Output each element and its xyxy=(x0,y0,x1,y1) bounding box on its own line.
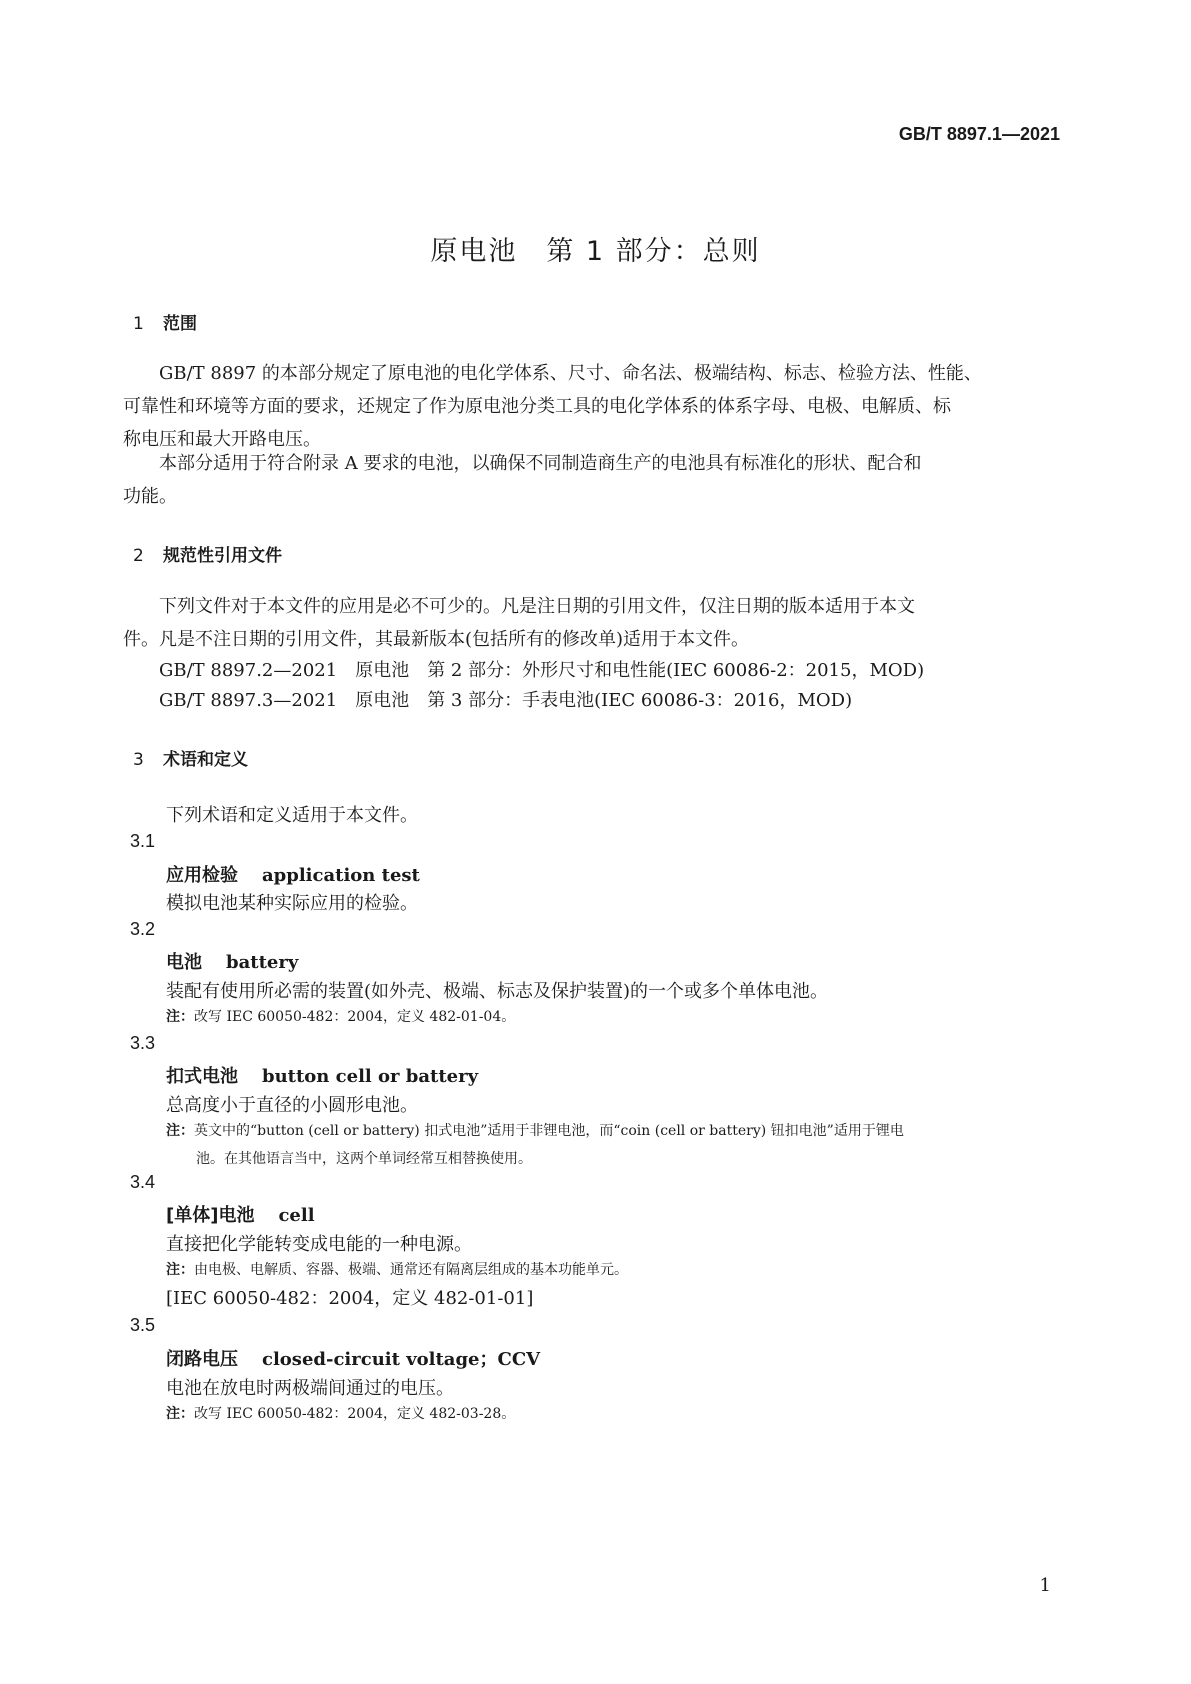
text-line: 功能。 xyxy=(123,486,177,507)
section-heading-scope xyxy=(133,309,197,334)
section-title: 规范性引用文件 xyxy=(163,546,282,566)
section-heading-normative xyxy=(133,541,282,566)
section-heading-terms xyxy=(133,745,248,770)
term-entry xyxy=(166,1345,540,1371)
note-label: 注： xyxy=(166,1123,194,1139)
term-number: 3.1 xyxy=(130,831,156,851)
term-number: 3.5 xyxy=(130,1315,156,1335)
normative-reference: GB/T 8897.3—2021 原电池 第 3 部分：手表电池(IEC 60086-3：2016，MOD) xyxy=(159,690,853,711)
term-en: button cell or battery xyxy=(262,1066,479,1087)
term-note xyxy=(166,1256,1066,1284)
term-en: battery xyxy=(226,952,299,973)
term-note xyxy=(166,1400,1066,1428)
text-line: 件。凡是不注日期的引用文件，其最新版本(包括所有的修改单)适用于本文件。 xyxy=(123,629,750,650)
note-label: 注： xyxy=(166,1406,194,1422)
text-line: 本部分适用于符合附录 A 要求的电池，以确保不同制造商生产的电池具有标准化的形状、配合和 xyxy=(159,453,922,474)
section-title: 范围 xyxy=(163,314,197,334)
term-entry xyxy=(166,1201,315,1227)
term-source: [IEC 60050-482：2004，定义 482-01-01] xyxy=(166,1288,534,1309)
term-zh: [单体]电池 xyxy=(166,1205,255,1226)
term-definition: 装配有使用所必需的装置(如外壳、极端、标志及保护装置)的一个或多个单体电池。 xyxy=(166,981,829,1002)
text-line: GB/T 8897 的本部分规定了原电池的电化学体系、尺寸、命名法、极端结构、标志、检验方法、性能、 xyxy=(159,363,982,384)
term-zh: 闭路电压 xyxy=(166,1349,238,1370)
text-line: 可靠性和环境等方面的要求，还规定了作为原电池分类工具的电化学体系的体系字母、电极、电解质、标 xyxy=(123,396,951,417)
page-title: 原电池 第 1 部分：总则 xyxy=(430,236,761,267)
section-number: 3 xyxy=(133,750,144,770)
term-definition: 总高度小于直径的小圆形电池。 xyxy=(166,1095,418,1116)
term-number: 3.4 xyxy=(130,1172,156,1192)
note-label: 注： xyxy=(166,1009,194,1025)
page-number: 1 xyxy=(1039,1575,1051,1596)
term-definition: 模拟电池某种实际应用的检验。 xyxy=(166,893,418,914)
note-text: 由电极、电解质、容器、极端、通常还有隔离层组成的基本功能单元。 xyxy=(194,1262,628,1278)
term-entry xyxy=(166,861,420,887)
term-zh: 应用检验 xyxy=(166,865,238,886)
text-line: 称电压和最大开路电压。 xyxy=(123,429,321,450)
normative-reference: GB/T 8897.2—2021 原电池 第 2 部分：外形尺寸和电性能(IEC 60086-2：2015，MOD) xyxy=(159,660,925,681)
term-zh: 电池 xyxy=(166,952,202,973)
scope-paragraph-1 xyxy=(123,357,1063,456)
terms-intro: 下列术语和定义适用于本文件。 xyxy=(166,805,418,826)
scope-paragraph-2 xyxy=(123,447,1063,513)
section-number: 2 xyxy=(133,546,144,566)
term-zh: 扣式电池 xyxy=(166,1066,238,1087)
term-definition: 电池在放电时两极端间通过的电压。 xyxy=(166,1378,454,1399)
term-definition: 直接把化学能转变成电能的一种电源。 xyxy=(166,1234,472,1255)
note-text-continuation: 池。在其他语言当中，这两个单词经常互相替换使用。 xyxy=(196,1151,532,1167)
term-number: 3.2 xyxy=(130,919,156,939)
text-line: 下列文件对于本文件的应用是必不可少的。凡是注日期的引用文件，仅注日期的版本适用于本文 xyxy=(159,596,915,617)
note-text: 改写 IEC 60050-482：2004，定义 482-01-04。 xyxy=(194,1009,516,1025)
term-en: closed-circuit voltage；CCV xyxy=(262,1349,541,1370)
term-number: 3.3 xyxy=(130,1033,156,1053)
term-en: application test xyxy=(262,865,420,886)
term-entry xyxy=(166,1062,478,1088)
term-en: cell xyxy=(278,1205,315,1226)
section-number: 1 xyxy=(133,314,144,334)
section-title: 术语和定义 xyxy=(163,750,248,770)
standard-code: GB/T 8897.1—2021 xyxy=(898,124,1060,144)
term-note xyxy=(166,1117,1066,1173)
term-note xyxy=(166,1003,1066,1031)
normative-paragraph xyxy=(123,590,1063,656)
note-text: 改写 IEC 60050-482：2004，定义 482-03-28。 xyxy=(194,1406,516,1422)
term-entry xyxy=(166,948,298,974)
note-label: 注： xyxy=(166,1262,194,1278)
note-text: 英文中的“button (cell or battery) 扣式电池”适用于非锂电池，而“coin (cell or battery) 钮扣电池”适用于锂电 xyxy=(194,1123,904,1139)
